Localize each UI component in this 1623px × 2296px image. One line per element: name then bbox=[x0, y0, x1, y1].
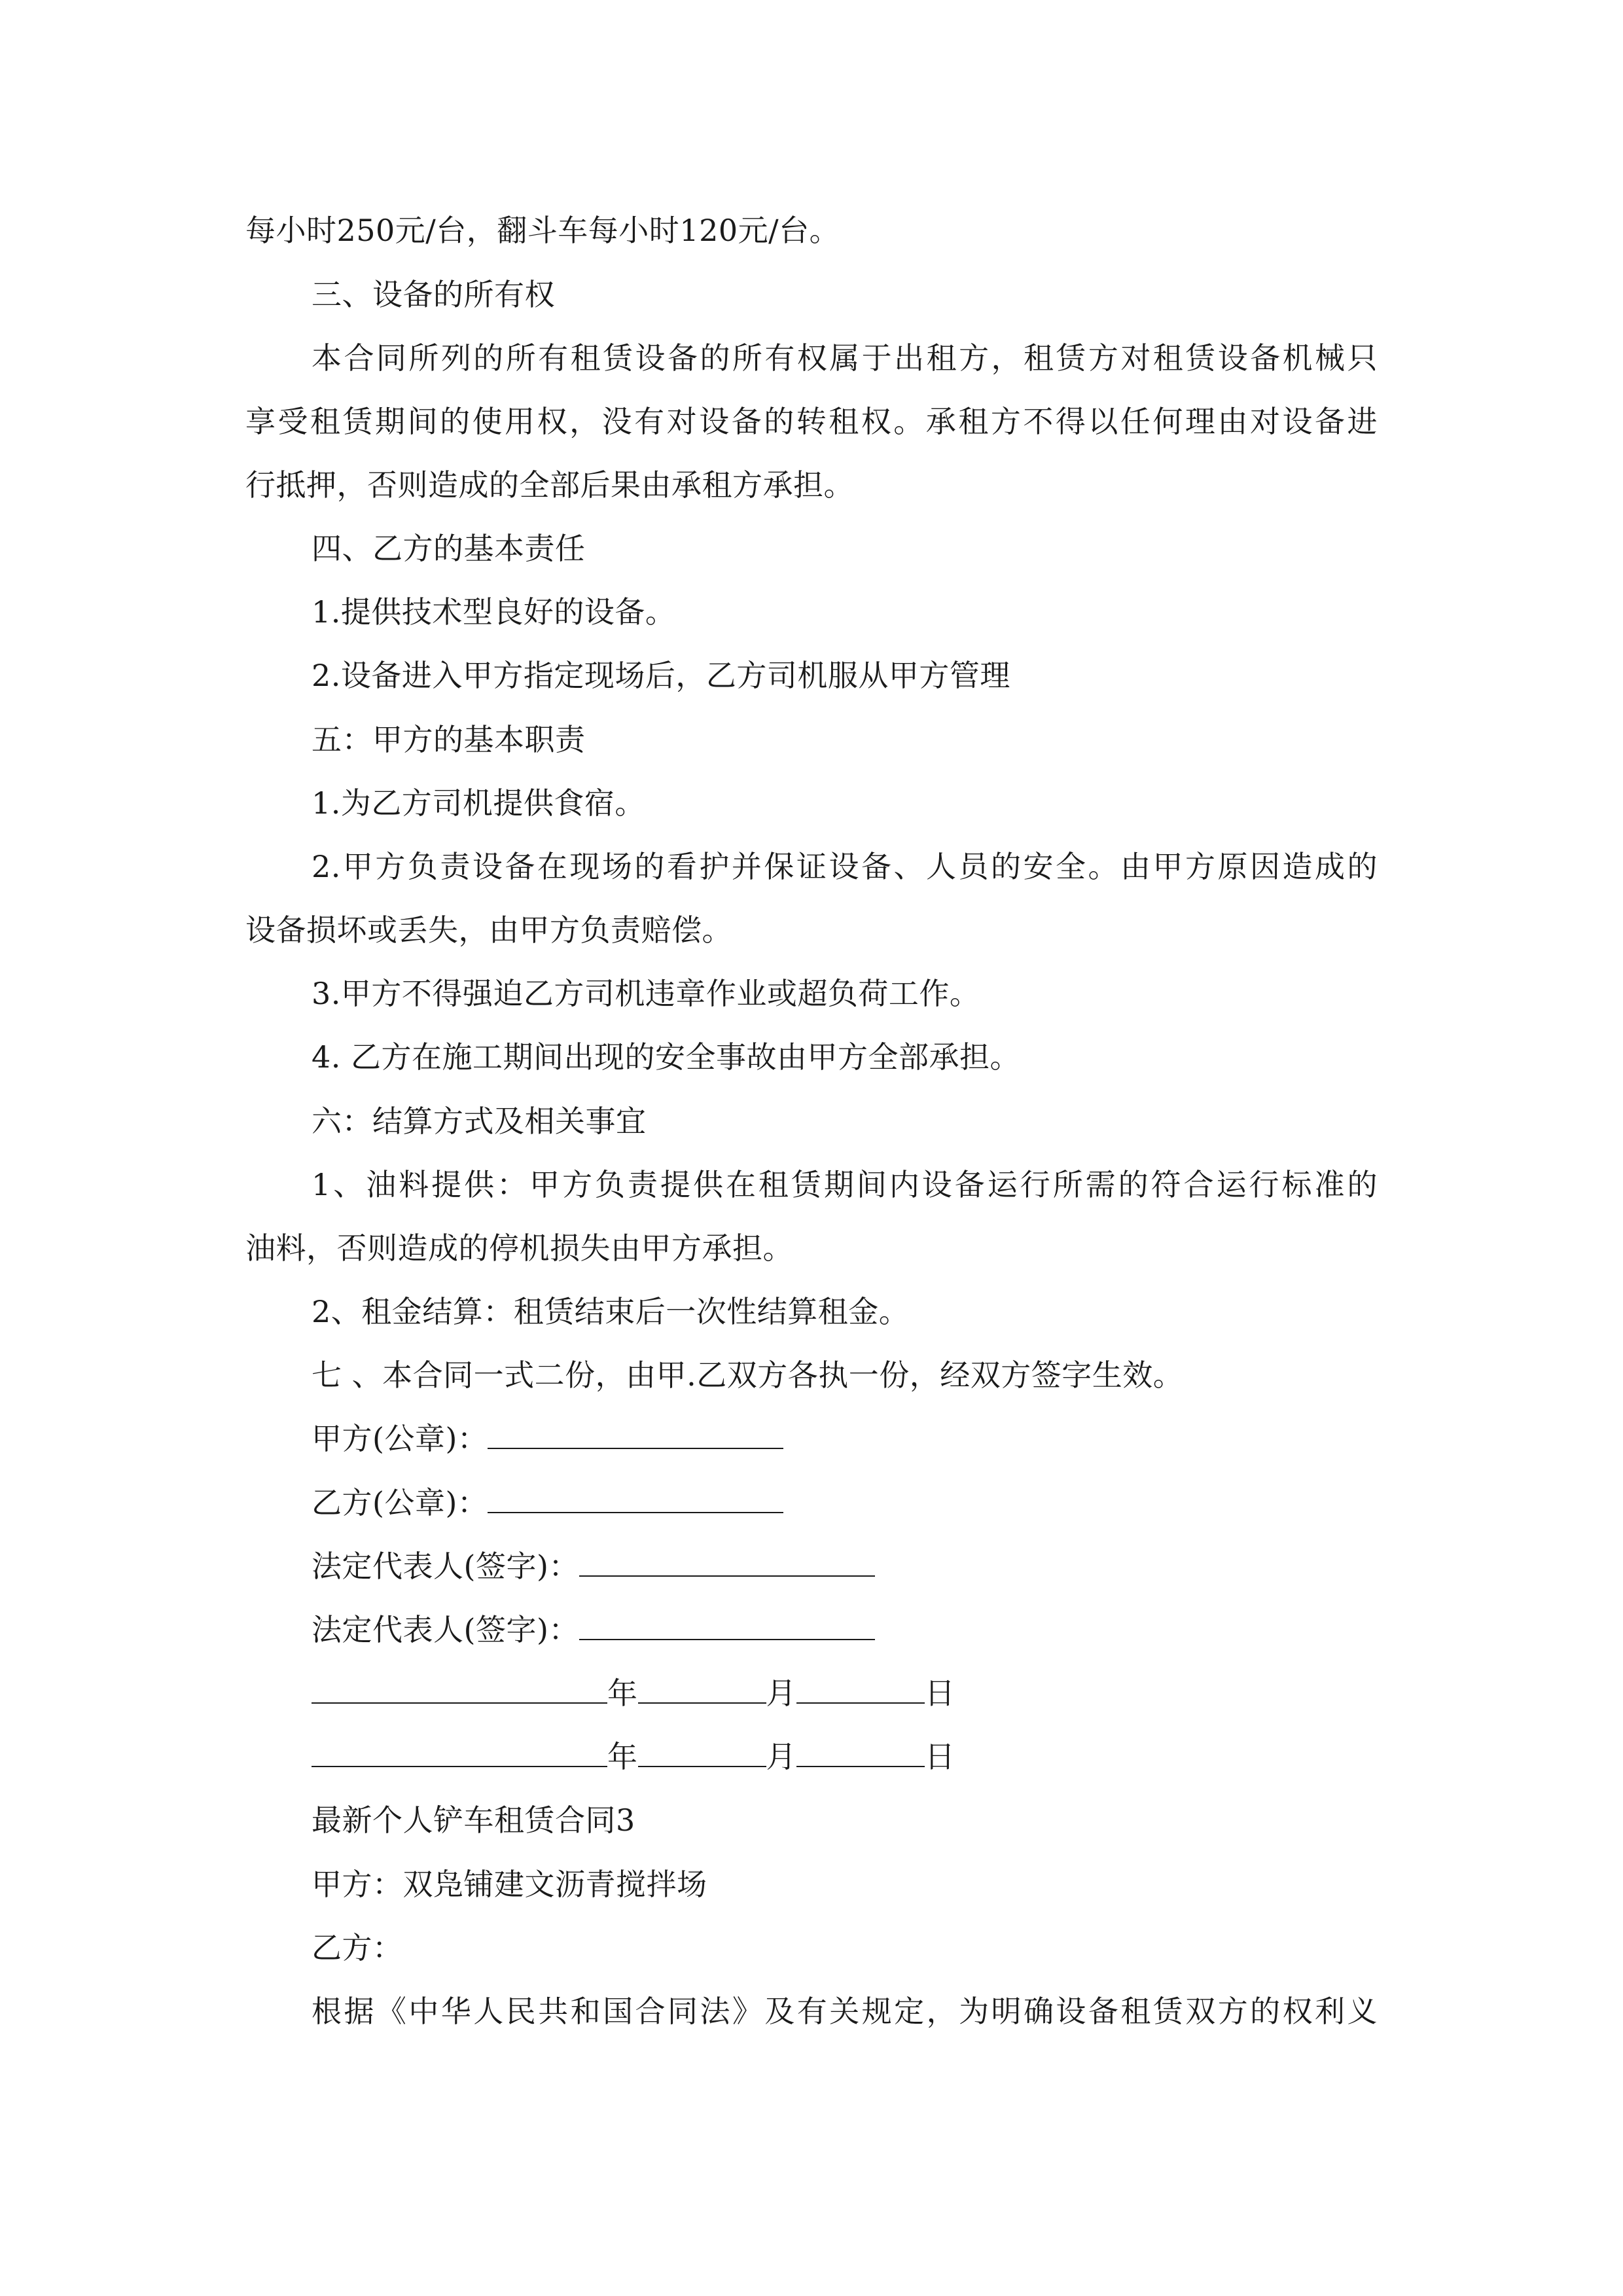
legal-rep-line-2 bbox=[312, 1610, 875, 1649]
contract-title: 最新个人铲车租赁合同3 bbox=[312, 1803, 635, 1838]
paragraph-line: 享受租赁期间的使用权，没有对设备的转租权。承租方不得以任何理由对设备进 bbox=[245, 404, 1378, 439]
paragraph-line: 设备损坏或丢失，由甲方负责赔偿。 bbox=[245, 912, 732, 948]
legal-rep-blank-1 bbox=[579, 1547, 875, 1577]
legal-rep-line-1 bbox=[312, 1547, 875, 1586]
list-item: 2、租金结算：租赁结束后一次性结算租金。 bbox=[312, 1294, 910, 1329]
list-item: 4. 乙方在施工期间出现的安全事故由甲方全部承担。 bbox=[312, 1039, 1021, 1075]
list-item: 3.甲方不得强迫乙方司机违章作业或超负荷工作。 bbox=[312, 976, 980, 1011]
paragraph-line: 油料，否则造成的停机损失由甲方承担。 bbox=[245, 1230, 793, 1266]
list-item: 2.设备进入甲方指定现场后，乙方司机服从甲方管理 bbox=[312, 658, 1010, 693]
day-blank bbox=[796, 1737, 925, 1767]
legal-rep-blank-2 bbox=[579, 1610, 875, 1640]
date-line-2 bbox=[312, 1737, 955, 1776]
date-line-1 bbox=[312, 1674, 955, 1713]
list-item: 2.甲方负责设备在现场的看护并保证设备、人员的安全。由甲方原因造成的 bbox=[312, 849, 1378, 884]
year-blank bbox=[312, 1674, 607, 1704]
section-heading: 四、乙方的基本责任 bbox=[312, 531, 586, 566]
section-heading: 五：甲方的基本职责 bbox=[312, 722, 586, 757]
day-label: 日 bbox=[925, 1739, 955, 1774]
list-item: 1、油料提供：甲方负责提供在租赁期间内设备运行所需的符合运行标准的 bbox=[312, 1167, 1378, 1202]
month-label: 月 bbox=[766, 1676, 796, 1711]
list-item: 1.提供技术型良好的设备。 bbox=[312, 594, 676, 630]
party-b-line: 乙方： bbox=[312, 1930, 403, 1965]
year-label: 年 bbox=[607, 1676, 638, 1711]
list-item: 1.为乙方司机提供食宿。 bbox=[312, 785, 645, 821]
party-a-line: 甲方：双凫铺建文沥青搅拌场 bbox=[312, 1867, 707, 1902]
month-label: 月 bbox=[766, 1739, 796, 1774]
party-a-seal-label: 甲方(公章)： bbox=[312, 1421, 488, 1456]
year-label: 年 bbox=[607, 1739, 638, 1774]
day-label: 日 bbox=[925, 1676, 955, 1711]
day-blank bbox=[796, 1674, 925, 1704]
section-heading: 七 、本合同一式二份，由甲.乙双方各执一份，经双方签字生效。 bbox=[312, 1357, 1184, 1393]
month-blank bbox=[638, 1674, 766, 1704]
party-b-seal-blank bbox=[488, 1483, 783, 1513]
month-blank bbox=[638, 1737, 766, 1767]
legal-rep-label-2: 法定代表人(签字)： bbox=[312, 1612, 579, 1647]
legal-rep-label-1: 法定代表人(签字)： bbox=[312, 1549, 579, 1584]
paragraph-line: 行抵押，否则造成的全部后果由承租方承担。 bbox=[245, 467, 854, 503]
party-b-seal-line bbox=[312, 1483, 783, 1522]
section-heading: 三、设备的所有权 bbox=[312, 277, 555, 312]
paragraph-line: 每小时250元/台，翻斗车每小时120元/台。 bbox=[245, 213, 840, 248]
paragraph-line: 本合同所列的所有租赁设备的所有权属于出租方，租赁方对租赁设备机械只 bbox=[312, 340, 1378, 376]
year-blank bbox=[312, 1737, 607, 1767]
paragraph-line: 根据《中华人民共和国合同法》及有关规定，为明确设备租赁双方的权利义 bbox=[312, 1994, 1378, 2029]
section-heading: 六：结算方式及相关事宜 bbox=[312, 1103, 647, 1139]
party-a-seal-line bbox=[312, 1419, 783, 1458]
party-a-seal-blank bbox=[488, 1419, 783, 1449]
party-b-seal-label: 乙方(公章)： bbox=[312, 1485, 488, 1520]
